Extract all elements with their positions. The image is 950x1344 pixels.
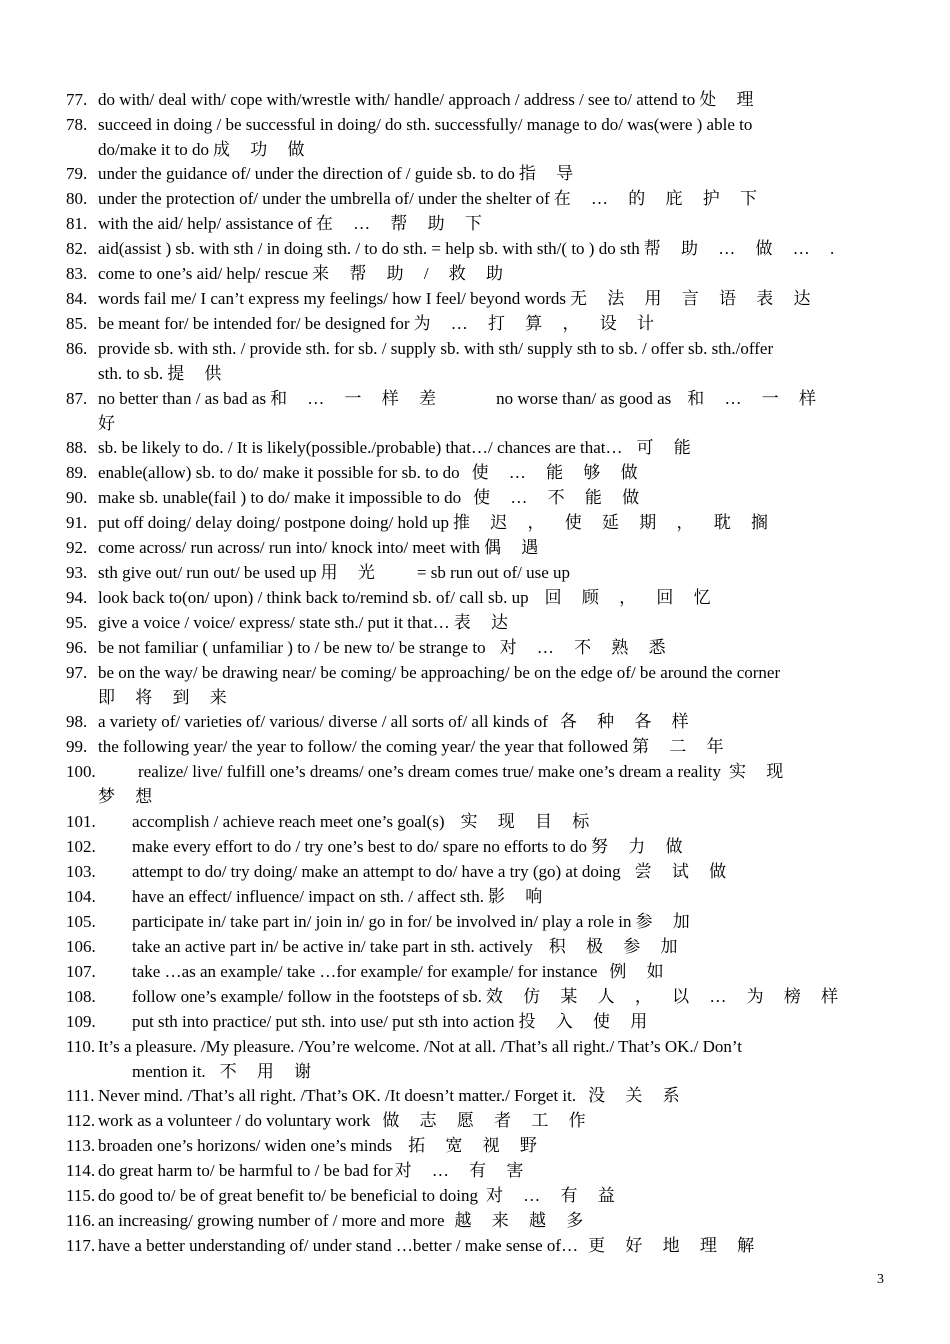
list-item <box>66 112 886 162</box>
item-translation: 无 法 用 言 语 表 达 <box>570 289 819 308</box>
item-translation: 积 极 参 加 <box>548 937 686 956</box>
item-number: 84. <box>66 289 88 308</box>
item-number: 111. <box>66 1086 95 1105</box>
item-translation: 不 用 谢 <box>219 1062 320 1081</box>
item-number: 79. <box>66 164 88 183</box>
item-text: an increasing/ growing number of / more and more <box>98 1211 445 1230</box>
list-item <box>66 485 886 510</box>
item-text: be meant for/ be intended for/ be designed for <box>98 314 410 333</box>
item-number: 92. <box>66 538 88 557</box>
item-text: look back to(on/ upon) / think back to/remind sb. of/ call sb. up <box>98 588 529 607</box>
item-text: enable(allow) sb. to do/ make it possible for sb. to do <box>98 463 460 482</box>
item-number: 105. <box>66 912 96 931</box>
item-translation: 参 加 <box>635 912 698 931</box>
item-translation: 来 帮 助 / 救 助 <box>312 264 512 283</box>
item-text: with the aid/ help/ assistance of <box>98 214 312 233</box>
item-text: words fail me/ I can’t express my feelings/ how I feel/ beyond words <box>98 289 567 308</box>
list-item <box>66 386 886 436</box>
item-number: 112. <box>66 1111 96 1130</box>
list-item <box>66 759 886 809</box>
item-number: 97. <box>66 663 88 682</box>
item-translation: 指 导 <box>518 164 582 183</box>
item-number: 94. <box>66 588 88 607</box>
item-number: 115. <box>66 1186 96 1205</box>
item-text: aid(assist ) sb. with sth / in doing sth. / to do sth. = help sb. with sth/( to ) do sth <box>98 239 640 258</box>
item-number: 78. <box>66 115 88 134</box>
item-text: under the guidance of/ under the direction of / guide sb. to do <box>98 164 515 183</box>
item-translation: 投 入 使 用 <box>518 1012 656 1031</box>
item-text: work as a volunteer / do voluntary work <box>98 1111 371 1130</box>
item-text: a variety of/ varieties of/ various/ diverse / all sorts of/ all kinds of <box>98 712 548 731</box>
item-number: 107. <box>66 962 96 981</box>
item-continuation: do/make it to do 成 功 做 <box>98 140 313 159</box>
item-translation: 偶 遇 <box>483 538 547 557</box>
item-text: have an effect/ influence/ impact on sth. / affect sth. <box>132 887 484 906</box>
item-text: put off doing/ delay doing/ postpone doing/ hold up <box>98 513 449 532</box>
list-item <box>66 261 886 286</box>
item-number: 99. <box>66 737 88 756</box>
item-number: 109. <box>66 1012 96 1031</box>
item-text: sb. be likely to do. / It is likely(possible./probable) that…/ chances are that… <box>98 438 623 457</box>
item-translation: 在 … 的 庇 护 下 <box>553 189 766 208</box>
item-translation: 对 … 不 熟 悉 <box>499 638 674 657</box>
item-text: come across/ run across/ run into/ knock into/ meet with <box>98 538 480 557</box>
item-translation: 做 志 愿 者 工 作 <box>382 1111 594 1130</box>
item-translation: 和 … 一 样 差 <box>270 389 445 408</box>
item-continuation: mention it. 不 用 谢 <box>132 1062 320 1081</box>
item-translation-continuation: 好 <box>98 414 123 433</box>
item-translation: 处 理 <box>699 90 762 109</box>
item-translation: 使 … 能 够 做 <box>471 463 646 482</box>
list-item <box>66 1158 886 1183</box>
item-text: do great harm to/ be harmful to / be bad for <box>98 1161 393 1180</box>
item-text-secondary: no worse than/ as good as <box>496 389 672 408</box>
item-text: come to one’s aid/ help/ rescue <box>98 264 309 283</box>
list-item <box>66 635 886 660</box>
list-item <box>66 460 886 485</box>
list-item <box>66 585 886 610</box>
list-item <box>66 984 886 1009</box>
list-item <box>66 161 886 186</box>
item-translation: 可 能 <box>636 438 699 457</box>
item-text: It’s a pleasure. /My pleasure. /You’re welcome. /Not at all. /That’s all right./ That’s OK./ Don’t <box>98 1037 742 1056</box>
item-text: sth give out/ run out/ be used up <box>98 563 317 582</box>
item-translation: 更 好 地 理 解 <box>588 1236 763 1255</box>
item-translation: 成 功 做 <box>212 140 313 159</box>
item-number: 106. <box>66 937 96 956</box>
list-item <box>66 560 886 585</box>
item-number: 104. <box>66 887 96 906</box>
list-item <box>66 510 886 535</box>
item-number: 101. <box>66 812 96 831</box>
item-text: the following year/ the year to follow/ the coming year/ the year that followed <box>98 737 629 756</box>
list-item <box>66 660 886 710</box>
item-translation: 帮 助 … 做 … . <box>643 239 843 258</box>
item-translation: 对 … 有 益 <box>486 1186 623 1205</box>
item-text: do with/ deal with/ cope with/wrestle with/ handle/ approach / address / see to/ attend to <box>98 90 696 109</box>
item-text: attempt to do/ try doing/ make an attempt to do/ have a try (go) at doing <box>132 862 621 881</box>
item-text: realize/ live/ fulfill one’s dreams/ one’s dream comes true/ make one’s dream a reality <box>138 762 721 781</box>
item-number: 110. <box>66 1037 96 1056</box>
list-item <box>66 1034 886 1084</box>
item-text: be not familiar ( unfamiliar ) to / be new to/ be strange to <box>98 638 486 657</box>
item-number: 117. <box>66 1236 96 1255</box>
list-item <box>66 236 896 261</box>
item-number: 100. <box>66 762 96 781</box>
item-translation-continuation: 梦 想 <box>98 787 161 806</box>
item-text: no better than / as bad as <box>98 389 267 408</box>
item-number: 82. <box>66 239 88 258</box>
item-translation: 效 仿 某 人 ， 以 … 为 榜 样 <box>485 987 847 1006</box>
item-number: 116. <box>66 1211 96 1230</box>
list-item <box>66 1233 886 1258</box>
item-number: 88. <box>66 438 88 457</box>
item-translation: 影 响 <box>488 887 551 906</box>
item-translation: 拓 宽 视 野 <box>408 1136 545 1155</box>
list-item <box>66 1009 886 1034</box>
item-translation: 各 种 各 样 <box>559 712 697 731</box>
item-translation: 提 供 <box>167 364 230 383</box>
item-number: 102. <box>66 837 96 856</box>
list-item <box>66 834 886 859</box>
item-text: have a better understanding of/ under stand …better / make sense of… <box>98 1236 579 1255</box>
item-number: 103. <box>66 862 96 881</box>
list-item <box>66 87 886 112</box>
item-number: 86. <box>66 339 88 358</box>
item-text: follow one’s example/ follow in the footsteps of sb. <box>132 987 482 1006</box>
item-translation: 例 如 <box>609 962 672 981</box>
item-translation: 努 力 做 <box>590 837 691 856</box>
page-number: 3 <box>877 1272 884 1287</box>
item-text: do good to/ be of great benefit to/ be beneficial to doing <box>98 1186 479 1205</box>
list-item <box>66 186 886 211</box>
item-number: 77. <box>66 90 88 109</box>
list-item <box>66 1083 886 1108</box>
list-item <box>66 1208 886 1233</box>
item-translation: 越 来 越 多 <box>454 1211 592 1230</box>
list-item <box>66 435 886 460</box>
item-number: 81. <box>66 214 88 233</box>
item-number: 93. <box>66 563 88 582</box>
item-number: 113. <box>66 1136 96 1155</box>
item-text: give a voice / voice/ express/ state sth./ put it that… <box>98 613 450 632</box>
item-text: under the protection of/ under the umbrella of/ under the shelter of <box>98 189 550 208</box>
item-text: put sth into practice/ put sth. into use/ put sth into action <box>132 1012 515 1031</box>
list-item <box>66 286 886 311</box>
item-translation: 使 … 不 能 做 <box>473 488 648 507</box>
item-number: 114. <box>66 1161 96 1180</box>
list-item <box>66 959 886 984</box>
item-translation: 对 … 有 害 <box>394 1161 532 1180</box>
list-item <box>66 859 886 884</box>
list-item <box>66 336 886 386</box>
item-number: 85. <box>66 314 88 333</box>
item-text: succeed in doing / be successful in doing/ do sth. successfully/ manage to do/ was(were ) able to <box>98 115 753 134</box>
list-item <box>66 610 886 635</box>
list-item <box>66 535 886 560</box>
item-number: 91. <box>66 513 88 532</box>
item-text: participate in/ take part in/ join in/ go in for/ be involved in/ play a role in <box>132 912 632 931</box>
list-item <box>66 211 886 236</box>
list-item <box>66 909 886 934</box>
item-text: take …as an example/ take …for example/ for example/ for instance <box>132 962 598 981</box>
item-text: take an active part in/ be active in/ take part in sth. actively <box>132 937 533 956</box>
item-translation: 第 二 年 <box>632 737 732 756</box>
item-translation-continuation: 即 将 到 来 <box>98 688 235 707</box>
item-translation-secondary: 和 … 一 样 <box>687 389 824 408</box>
list-item <box>66 311 886 336</box>
item-translation: 在 … 帮 助 下 <box>315 214 490 233</box>
item-translation: 回 顾 ， 回 忆 <box>544 588 719 607</box>
list-item <box>66 809 886 834</box>
list-item <box>66 934 886 959</box>
list-item <box>66 1183 886 1208</box>
item-text: accomplish / achieve reach meet one’s goal(s) <box>132 812 445 831</box>
item-translation: 用 光 <box>320 563 383 582</box>
item-text-secondary: = sb run out of/ use up <box>416 563 571 582</box>
item-translation: 尝 试 做 <box>634 862 735 881</box>
item-translation: 为 … 打 算 ， 设 计 <box>413 314 663 333</box>
list-item <box>66 1133 886 1158</box>
item-number: 95. <box>66 613 88 632</box>
item-translation: 表 达 <box>453 613 516 632</box>
item-translation: 没 关 系 <box>588 1086 688 1105</box>
item-text: be on the way/ be drawing near/ be coming/ be approaching/ be on the edge of/ be around the corner <box>98 663 781 682</box>
item-text: make every effort to do / try one’s best to do/ spare no efforts to do <box>132 837 587 856</box>
list-item <box>66 884 886 909</box>
item-continuation: sth. to sb. 提 供 <box>98 364 230 383</box>
item-number: 89. <box>66 463 88 482</box>
list-item <box>66 1108 886 1133</box>
item-number: 83. <box>66 264 88 283</box>
item-translation: 实 现 目 标 <box>460 812 598 831</box>
item-text: make sb. unable(fail ) to do/ make it impossible to do <box>98 488 462 507</box>
item-text: provide sb. with sth. / provide sth. for sb. / supply sb. with sth/ supply sth to sb. / offer sb. sth./offer <box>98 339 774 358</box>
list-item <box>66 709 886 734</box>
item-number: 90. <box>66 488 88 507</box>
item-translation: 实 现 <box>728 762 792 781</box>
item-number: 80. <box>66 189 88 208</box>
item-number: 98. <box>66 712 88 731</box>
item-number: 96. <box>66 638 88 657</box>
item-translation: 推 迟 ， 使 延 期 ， 耽 搁 <box>453 513 776 532</box>
list-item <box>66 734 886 759</box>
item-number: 87. <box>66 389 88 408</box>
item-text: Never mind. /That’s all right. /That’s OK. /It doesn’t matter./ Forget it. <box>98 1086 577 1105</box>
item-text: broaden one’s horizons/ widen one’s minds <box>98 1136 393 1155</box>
item-number: 108. <box>66 987 96 1006</box>
